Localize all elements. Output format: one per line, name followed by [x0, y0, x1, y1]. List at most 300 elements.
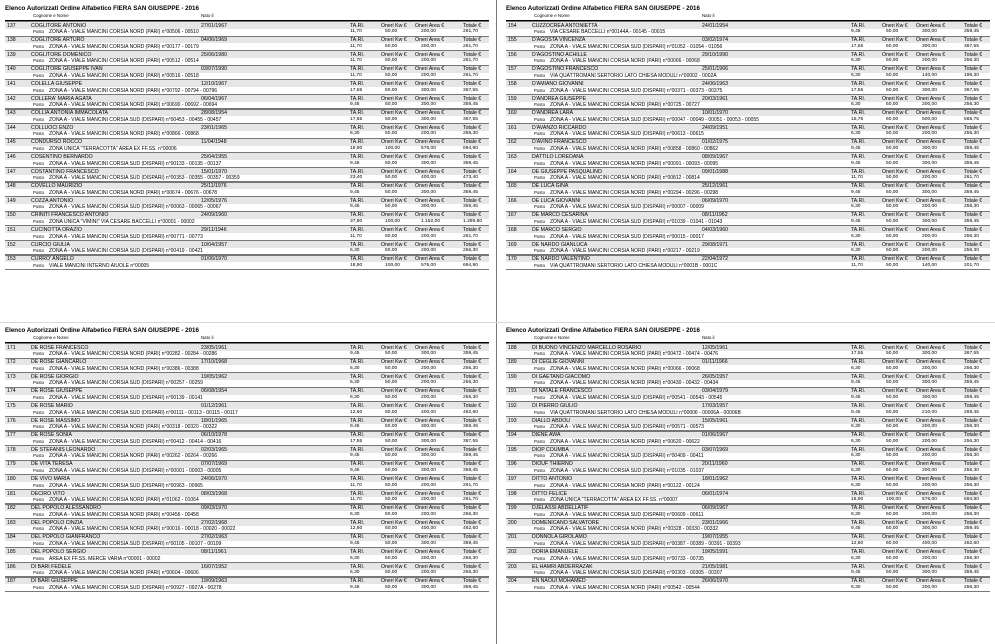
record-totale: 261,70: [463, 29, 478, 35]
col-label-tari: TA.RI.: [350, 139, 365, 146]
col-label-totale: Totale €: [964, 212, 983, 219]
record-oneri-kw: 50,00: [385, 424, 398, 430]
posto-label: Posto: [33, 189, 44, 195]
posto-label: Posto: [33, 526, 44, 532]
posto-label: Posto: [33, 511, 44, 517]
col-label-totale: Totale €: [463, 197, 482, 204]
col-label-totale: Totale €: [964, 534, 983, 541]
col-label-totale: Totale €: [463, 432, 482, 439]
posto-label: Posto: [534, 233, 545, 239]
record-row: [506, 240, 990, 255]
record-oneri-kw: 100,00: [385, 146, 400, 152]
col-label-tari: TA.RI.: [851, 519, 866, 526]
record-tari: 9,45: [350, 453, 360, 459]
record-oneri-kw: 50,00: [886, 204, 899, 210]
posto-label: Posto: [534, 58, 545, 64]
record-oneri-kw: 50,00: [385, 116, 398, 122]
record-totale: 462,60: [964, 541, 979, 547]
record-name: COGLITORE ANTONIO: [31, 22, 87, 29]
col-label-oneri-kw: Oneri Kw €: [381, 461, 407, 468]
col-label-oneri-area: Oneri Area €: [916, 432, 946, 439]
posto-label: Posto: [33, 175, 44, 181]
record-oneri-kw: 100,00: [385, 262, 400, 268]
posto-label: Posto: [33, 438, 44, 444]
record-name: DI NATALE FRANCESCO: [532, 388, 593, 395]
col-label-totale: Totale €: [463, 212, 482, 219]
record-birth-date: 03/07/1969: [702, 446, 728, 453]
col-label-tari: TA.RI.: [851, 241, 866, 248]
col-label-tari: TA.RI.: [350, 80, 365, 87]
record-birth-date: 06/04/1967: [201, 95, 227, 102]
record-totale: 367,55: [463, 87, 478, 93]
record-row: [5, 431, 489, 446]
posto-label: Posto: [33, 555, 44, 561]
col-label-oneri-kw: Oneri Kw €: [882, 168, 908, 175]
record-oneri-kw: 50,00: [385, 584, 398, 590]
col-label-oneri-area: Oneri Area €: [415, 124, 445, 131]
record-tari: 37,80: [350, 219, 363, 225]
record-posto: ZONA A - VIALE MANCINI CORSIA NORD (PARI) n°00472 - 00474 - 00476: [550, 351, 719, 358]
document-page-bottom-left: [5, 327, 489, 641]
record-oneri-kw: 50,00: [385, 409, 398, 415]
record-number: 146: [7, 153, 16, 160]
record-totale: 256,30: [964, 482, 979, 488]
record-birth-date: 24/09/1951: [702, 124, 728, 131]
col-label-oneri-kw: Oneri Kw €: [882, 388, 908, 395]
col-label-oneri-kw: Oneri Kw €: [882, 37, 908, 44]
record-posto: ZONA A - VIALE MANCINI CORSIA SUD (DISPARI) n°00453 - 00455 - 00457: [49, 116, 222, 123]
record-posto: ZONA A - VIALE MANCINI CORSIA NORD (PARI) n°00217 - 00219: [550, 248, 700, 255]
record-totale: 261,70: [463, 482, 478, 488]
record-number: 164: [508, 168, 517, 175]
col-label-totale: Totale €: [463, 578, 482, 585]
col-label-oneri-area: Oneri Area €: [415, 344, 445, 351]
record-row: [5, 518, 489, 533]
col-label-tari: TA.RI.: [851, 432, 866, 439]
record-row: [506, 401, 990, 416]
record-totale: 359,45: [463, 584, 478, 590]
record-oneri-area: 200,00: [922, 102, 937, 108]
col-label-totale: Totale €: [463, 417, 482, 424]
record-oneri-kw: 50,00: [385, 160, 398, 166]
record-totale: 462,60: [463, 526, 478, 532]
col-label-oneri-kw: Oneri Kw €: [381, 519, 407, 526]
col-label-oneri-area: Oneri Area €: [916, 519, 946, 526]
record-posto: ZONA A - VIALE MANCINI CORSIA SUD (DISPARI) n°00015 - 00017: [550, 233, 704, 240]
record-number: 191: [508, 388, 517, 395]
posto-label: Posto: [534, 584, 545, 590]
record-oneri-kw: 50,00: [385, 73, 398, 79]
record-tari: 6,30: [350, 248, 360, 254]
col-label-oneri-kw: Oneri Kw €: [381, 124, 407, 131]
record-oneri-kw: 50,00: [886, 555, 899, 561]
col-label-oneri-kw: Oneri Kw €: [381, 402, 407, 409]
record-tari: 6,30: [851, 233, 861, 239]
document-title: Elenco Autorizzati Ordine Alfabetico FIERA SAN GIUSEPPE - 2016: [5, 5, 199, 12]
col-label-oneri-area: Oneri Area €: [415, 432, 445, 439]
posto-label: Posto: [534, 160, 545, 166]
record-posto: ZONA UNICA "TERRACOTTA" AREA EX FF.SS. n°00006: [49, 146, 177, 153]
record-tari: 11,70: [350, 497, 362, 503]
record-posto: ZONA A - VIALE MANCINI CORSIA SUD (DISPARI) n°00007 - 00009: [550, 204, 704, 211]
record-oneri-kw: 50,00: [385, 541, 398, 547]
record-posto: ZONA A - VIALE MANCINI CORSIA SUD (DISPARI) n°01052 - 01054 - 01056: [550, 43, 723, 50]
col-label-oneri-kw: Oneri Kw €: [882, 241, 908, 248]
record-row: [506, 416, 990, 431]
col-label-totale: Totale €: [463, 519, 482, 526]
col-label-tari: TA.RI.: [350, 417, 365, 424]
col-label-oneri-area: Oneri Area €: [916, 578, 946, 585]
record-tari: 12,60: [851, 541, 864, 547]
col-label-oneri-kw: Oneri Kw €: [381, 256, 407, 263]
record-oneri-area: 300,00: [421, 453, 436, 459]
posto-label: Posto: [33, 468, 44, 474]
record-oneri-area: 200,00: [922, 248, 937, 254]
col-label-oneri-area: Oneri Area €: [916, 241, 946, 248]
col-label-totale: Totale €: [964, 168, 983, 175]
col-label-tari: TA.RI.: [851, 534, 866, 541]
record-posto: ZONA A - VIALE MANCINI CORSIA NORD (PARI) n°00430 - 00432 - 00434: [550, 380, 719, 387]
col-label-oneri-kw: Oneri Kw €: [381, 110, 407, 117]
record-totale: 694,90: [463, 262, 478, 268]
col-label-totale: Totale €: [964, 153, 983, 160]
record-oneri-kw: 50,00: [886, 116, 899, 122]
col-label-totale: Totale €: [964, 490, 983, 497]
record-row: [506, 109, 990, 124]
record-number: 204: [508, 578, 517, 585]
record-tari: 6,30: [851, 248, 861, 254]
posto-label: Posto: [33, 29, 44, 35]
record-posto-line: [5, 262, 489, 270]
col-label-totale: Totale €: [463, 183, 482, 190]
record-row: [5, 577, 489, 592]
record-number: 156: [508, 51, 517, 58]
record-posto: ZONA A - VIALE MANCINI CORSIA SUD (DISPARI) n°00419 - 00421: [49, 248, 203, 255]
col-label-totale: Totale €: [463, 402, 482, 409]
record-birth-date: 10/01/1970: [702, 110, 728, 117]
posto-label: Posto: [534, 87, 545, 93]
col-label-totale: Totale €: [964, 197, 983, 204]
col-label-tari: TA.RI.: [350, 153, 365, 160]
record-totale: 261,70: [463, 43, 478, 49]
record-totale: 367,55: [964, 43, 979, 49]
record-row: [506, 138, 990, 153]
record-number: 145: [7, 139, 16, 146]
col-label-oneri-area: Oneri Area €: [415, 95, 445, 102]
record-birth-date: 25/11/1976: [201, 183, 227, 190]
record-oneri-kw: 100,00: [886, 497, 901, 503]
record-number: 153: [7, 256, 16, 263]
posto-label: Posto: [33, 409, 44, 415]
col-label-totale: Totale €: [964, 548, 983, 555]
col-label-totale: Totale €: [964, 519, 983, 526]
record-birth-date: 20/03/1961: [702, 95, 728, 102]
record-oneri-area: 200,00: [421, 482, 436, 488]
record-posto: ZONA A - VIALE MANCINI CORSIA NORD (PARI) n°01062 - 01064: [49, 497, 199, 504]
record-totale: 359,45: [964, 189, 979, 195]
record-oneri-area: 200,00: [922, 482, 937, 488]
record-totale: 261,70: [463, 497, 478, 503]
record-oneri-area: 200,00: [421, 58, 436, 64]
record-oneri-area: 200,00: [922, 233, 937, 239]
col-label-oneri-area: Oneri Area €: [415, 402, 445, 409]
col-label-tari: TA.RI.: [851, 124, 866, 131]
record-number: 181: [7, 490, 16, 497]
record-tari: 9,45: [851, 189, 861, 195]
record-oneri-area: 300,00: [922, 380, 937, 386]
record-row: [506, 431, 990, 446]
record-row: [506, 343, 990, 358]
col-label-oneri-kw: Oneri Kw €: [381, 359, 407, 366]
col-label-oneri-area: Oneri Area €: [916, 475, 946, 482]
record-row: [5, 79, 489, 94]
col-label-oneri-kw: Oneri Kw €: [882, 95, 908, 102]
record-oneri-area: 200,00: [421, 380, 436, 386]
col-label-totale: Totale €: [463, 241, 482, 248]
col-label-oneri-area: Oneri Area €: [916, 402, 946, 409]
record-posto: ZONA A - VIALE MANCINI CORSIA NORD (PARI) n°00066 - 00068: [550, 58, 700, 65]
record-oneri-area: 200,00: [922, 468, 937, 474]
record-birth-date: 08/03/1968: [201, 490, 227, 497]
col-label-tari: TA.RI.: [350, 226, 365, 233]
record-totale: 694,90: [964, 497, 979, 503]
record-name: DEL POPOLO GIANFRANCO: [31, 534, 101, 541]
posto-label: Posto: [534, 29, 545, 35]
record-oneri-area: 200,00: [421, 570, 436, 576]
record-oneri-area: 300,00: [421, 102, 436, 108]
record-row: [5, 123, 489, 138]
record-row: [506, 562, 990, 577]
col-label-oneri-area: Oneri Area €: [916, 95, 946, 102]
col-label-oneri-kw: Oneri Kw €: [882, 22, 908, 29]
col-label-totale: Totale €: [964, 446, 983, 453]
record-totale: 256,30: [964, 204, 979, 210]
record-oneri-kw: 50,00: [886, 438, 899, 444]
record-oneri-kw: 50,00: [886, 248, 899, 254]
record-name: DATTILO LOREDANA: [532, 153, 584, 160]
record-oneri-kw: 50,00: [385, 497, 398, 503]
col-label-oneri-area: Oneri Area €: [415, 388, 445, 395]
col-label-tari: TA.RI.: [350, 241, 365, 248]
record-birth-date: 26/05/1957: [702, 373, 728, 380]
col-label-tari: TA.RI.: [851, 139, 866, 146]
record-birth-date: 25/06/1980: [201, 51, 227, 58]
posto-label: Posto: [33, 116, 44, 122]
record-name: DE ROSE MASSIMO: [31, 417, 81, 424]
col-label-oneri-area: Oneri Area €: [916, 212, 946, 219]
col-label-oneri-kw: Oneri Kw €: [381, 578, 407, 585]
record-posto: ZONA A - VIALE MANCINI CORSIA NORD (PARI) n°00066 - 00068: [550, 365, 700, 372]
col-label-oneri-area: Oneri Area €: [916, 256, 946, 263]
record-number: 198: [508, 490, 517, 497]
record-totale: 256,30: [964, 555, 979, 561]
record-tari: 9,45: [851, 219, 861, 225]
record-tari: 9,45: [851, 409, 861, 415]
record-row: [5, 445, 489, 460]
record-name: DIOUF THIERNO: [532, 461, 573, 468]
column-subheader: [5, 334, 489, 343]
posto-label: Posto: [33, 453, 44, 459]
record-birth-date: 22/04/1972: [702, 256, 728, 263]
posto-label: Posto: [33, 219, 44, 225]
record-tari: 12,60: [350, 526, 363, 532]
record-birth-date: 01/02/1975: [702, 139, 728, 146]
record-oneri-kw: 50,00: [886, 511, 899, 517]
record-name: DJELASSI ABDELLATIF: [532, 505, 589, 512]
record-birth-date: 24/01/1954: [702, 22, 728, 29]
col-label-totale: Totale €: [964, 183, 983, 190]
col-label-tari: TA.RI.: [851, 168, 866, 175]
posto-label: Posto: [534, 438, 545, 444]
col-label-oneri-kw: Oneri Kw €: [882, 256, 908, 263]
posto-label: Posto: [33, 497, 44, 503]
col-label-oneri-kw: Oneri Kw €: [381, 212, 407, 219]
col-label-oneri-area: Oneri Area €: [415, 359, 445, 366]
col-label-oneri-area: Oneri Area €: [916, 22, 946, 29]
record-totale: 359,45: [964, 395, 979, 401]
record-oneri-area: 300,00: [421, 468, 436, 474]
record-oneri-area: 300,00: [922, 570, 937, 576]
posto-label: Posto: [534, 204, 545, 210]
record-row: [5, 372, 489, 387]
record-posto: ZONA A - VIALE MANCINI CORSIA SUD (DISPARI) n°00303 - 00305 - 00307: [550, 570, 723, 577]
record-birth-date: 01/11/1966: [702, 359, 728, 366]
col-label-oneri-area: Oneri Area €: [415, 475, 445, 482]
col-label-oneri-kw: Oneri Kw €: [381, 344, 407, 351]
col-label-tari: TA.RI.: [350, 66, 365, 73]
record-tari: 11,70: [350, 73, 362, 79]
record-oneri-area: 300,00: [922, 395, 937, 401]
record-name: COSENTINO BERNARDO: [31, 153, 93, 160]
record-posto: ZONA A - VIALE MANCINI CORSIA NORD (PARI) n°00512 - 00514: [49, 58, 199, 65]
record-row: [506, 123, 990, 138]
col-label-totale: Totale €: [964, 388, 983, 395]
col-label-tari: TA.RI.: [350, 432, 365, 439]
posto-label: Posto: [33, 541, 44, 547]
record-row: [5, 167, 489, 182]
record-oneri-kw: 50,00: [385, 29, 398, 35]
record-totale: 359,45: [964, 146, 979, 152]
col-label-totale: Totale €: [463, 22, 482, 29]
record-oneri-area: 200,00: [421, 555, 436, 561]
col-label-totale: Totale €: [964, 505, 983, 512]
col-label-oneri-area: Oneri Area €: [415, 519, 445, 526]
record-birth-date: 23/05/1961: [201, 344, 227, 351]
record-row: [506, 445, 990, 460]
record-oneri-kw: 50,00: [886, 570, 899, 576]
col-label-oneri-area: Oneri Area €: [916, 51, 946, 58]
record-row: [5, 343, 489, 358]
record-row: [506, 79, 990, 94]
record-name: DONNOLA GIROLAMO: [532, 534, 587, 541]
record-number: 201: [508, 534, 517, 541]
col-label-tari: TA.RI.: [350, 373, 365, 380]
record-number: 177: [7, 432, 16, 439]
col-label-totale: Totale €: [964, 37, 983, 44]
col-label-totale: Totale €: [463, 51, 482, 58]
record-number: 176: [7, 417, 16, 424]
record-row: [5, 21, 489, 36]
record-number: 162: [508, 139, 517, 146]
col-label-totale: Totale €: [463, 256, 482, 263]
record-totale: 359,45: [964, 380, 979, 386]
record-tari: 9,45: [851, 526, 861, 532]
record-oneri-kw: 50,00: [886, 526, 899, 532]
col-label-oneri-area: Oneri Area €: [916, 168, 946, 175]
posto-label: Posto: [534, 555, 545, 561]
col-label-oneri-area: Oneri Area €: [916, 183, 946, 190]
record-number: 170: [508, 256, 517, 263]
record-name: COGLITORE ARTURO: [31, 37, 85, 44]
record-oneri-kw: 50,00: [886, 453, 899, 459]
record-oneri-kw: 50,00: [385, 248, 398, 254]
record-birth-date: 27/02/1963: [201, 534, 227, 541]
record-oneri-area: 300,00: [421, 87, 436, 93]
record-row: [5, 138, 489, 153]
record-birth-date: 24/06/1963: [702, 80, 728, 87]
col-label-tari: TA.RI.: [851, 95, 866, 102]
posto-label: Posto: [33, 87, 44, 93]
col-label-oneri-kw: Oneri Kw €: [882, 519, 908, 526]
record-name: DI BARI GIUSEPPE: [31, 578, 78, 585]
col-label-oneri-area: Oneri Area €: [916, 446, 946, 453]
posto-label: Posto: [33, 131, 44, 137]
col-label-oneri-area: Oneri Area €: [415, 256, 445, 263]
record-oneri-area: 300,00: [922, 43, 937, 49]
record-tari: 18,90: [350, 262, 363, 268]
record-tari: 9,45: [350, 204, 360, 210]
record-tari: 9,45: [851, 146, 861, 152]
record-birth-date: 17/03/1957: [702, 402, 728, 409]
record-birth-date: 09/03/1970: [201, 505, 227, 512]
col-label-oneri-kw: Oneri Kw €: [381, 241, 407, 248]
record-tari: 9,45: [350, 541, 360, 547]
record-row: [5, 562, 489, 577]
col-label-totale: Totale €: [964, 578, 983, 585]
record-oneri-area: 300,00: [922, 160, 937, 166]
record-number: 174: [7, 388, 16, 395]
record-tari: 6,30: [350, 380, 360, 386]
record-birth-date: 17/10/1968: [201, 359, 227, 366]
record-name: CURCIO GIULIA: [31, 241, 70, 248]
col-label-oneri-kw: Oneri Kw €: [882, 475, 908, 482]
col-label-tari: TA.RI.: [350, 183, 365, 190]
col-label-oneri-area: Oneri Area €: [415, 578, 445, 585]
record-row: [506, 21, 990, 36]
record-birth-date: 27/02/1968: [201, 519, 227, 526]
col-label-oneri-area: Oneri Area €: [415, 563, 445, 570]
col-label-oneri-area: Oneri Area €: [916, 505, 946, 512]
record-totale: 256,30: [964, 511, 979, 517]
record-number: 163: [508, 153, 517, 160]
col-label-oneri-kw: Oneri Kw €: [381, 22, 407, 29]
record-number: 202: [508, 548, 517, 555]
record-posto: ZONA A - VIALE MANCINI CORSIA NORD (PARI) n°00542 - 00544: [550, 584, 700, 591]
record-posto: ZONA A - VIALE MANCINI CORSIA NORD (PARI) n°00282 - 00284 - 00286: [49, 351, 218, 358]
record-oneri-area: 400,00: [421, 175, 436, 181]
col-label-totale: Totale €: [463, 490, 482, 497]
col-label-oneri-area: Oneri Area €: [415, 183, 445, 190]
record-row: [5, 489, 489, 504]
col-label-tari: TA.RI.: [350, 388, 365, 395]
record-number: 184: [7, 534, 16, 541]
col-label-oneri-kw: Oneri Kw €: [882, 461, 908, 468]
record-oneri-area: 300,00: [421, 116, 436, 122]
record-oneri-kw: 50,00: [385, 555, 398, 561]
col-label-totale: Totale €: [463, 373, 482, 380]
record-oneri-area: 300,00: [421, 204, 436, 210]
record-name: DIENE AWA: [532, 432, 561, 439]
